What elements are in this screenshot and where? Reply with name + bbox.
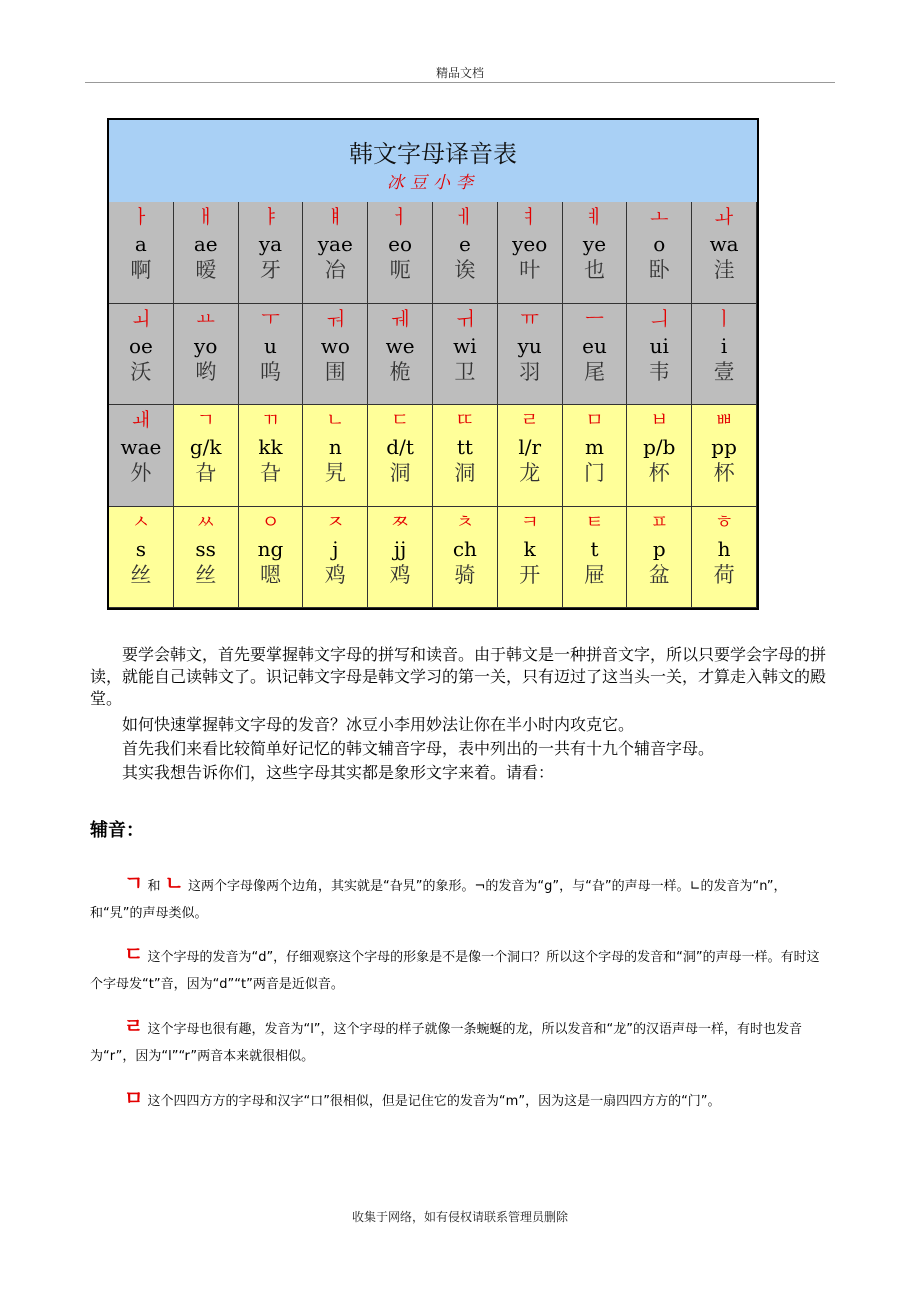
- romanization: p/b: [643, 435, 676, 459]
- jamo-letter: ㅚ: [131, 307, 151, 330]
- alphabet-cell: [627, 507, 692, 609]
- chinese-hint: 嗯: [259, 562, 281, 587]
- consonant-item-1: [90, 870, 830, 927]
- alphabet-cell: [563, 304, 628, 406]
- chinese-hint: 壹: [713, 359, 735, 384]
- jamo-letter: ㅡ: [585, 307, 604, 330]
- chinese-hint: 鸡: [389, 562, 411, 587]
- item-3-text: 这个字母也很有趣，发音为“l”，这个字母的样子就像一条蜿蜒的龙，所以发音和“龙”的汉语声母一样，有时也发音为“r”，因为“l”“r”两音本来就很相似。: [90, 1022, 803, 1064]
- jamo-letter: ㅔ: [455, 206, 475, 228]
- jamo-letter: ㅌ: [585, 510, 604, 533]
- romanization: wi: [453, 333, 477, 358]
- chinese-hint: 沃: [130, 359, 152, 384]
- chinese-hint: 卫: [454, 359, 476, 384]
- romanization: yu: [517, 333, 542, 358]
- jamo-letter: ㄴ: [326, 409, 345, 431]
- jamo-letter: ㄷ: [390, 409, 410, 431]
- romanization: ui: [649, 333, 669, 358]
- alphabet-cell: [368, 304, 433, 406]
- jamo-letter: ㅈ: [326, 510, 345, 533]
- alphabet-cell: [433, 304, 498, 406]
- chinese-hint: 洞: [454, 461, 476, 485]
- romanization: l/r: [518, 435, 542, 459]
- header-divider: [85, 82, 835, 83]
- jamo-letter: ㅊ: [455, 510, 475, 533]
- romanization: we: [385, 333, 415, 358]
- chinese-hint: 龙: [519, 461, 541, 485]
- alphabet-cell: [627, 405, 692, 507]
- section-title: 辅音：: [90, 820, 144, 841]
- alphabet-cell: [368, 405, 433, 507]
- jamo-letter: ㅞ: [390, 307, 410, 330]
- chinese-hint: 呜: [259, 359, 281, 384]
- romanization: s: [135, 536, 147, 561]
- consonant-item-4: [90, 1085, 830, 1115]
- romanization: u: [264, 333, 277, 358]
- romanization: eo: [388, 232, 413, 256]
- romanization: a: [134, 232, 147, 256]
- chinese-hint: 围: [324, 359, 346, 384]
- jamo-letter: ㅂ: [650, 409, 669, 431]
- glyph-rieul: ㄹ: [124, 1014, 144, 1038]
- jamo-letter: ㅣ: [714, 307, 734, 330]
- romanization: m: [585, 435, 604, 459]
- glyph-giyeok: ㄱ: [124, 871, 144, 895]
- consonant-item-2: [90, 941, 830, 998]
- alphabet-cell: [303, 507, 368, 609]
- paragraph-2: 如何快速掌握韩文字母的发音？冰豆小李用妙法让你在半小时内攻克它。: [90, 715, 635, 734]
- alphabet-cell: [627, 202, 692, 304]
- jamo-letter: ㄹ: [520, 409, 539, 431]
- alphabet-cell: [433, 202, 498, 304]
- romanization: yeo: [512, 232, 548, 256]
- jamo-letter: ㅘ: [714, 206, 734, 228]
- chinese-hint: 啊: [130, 258, 152, 282]
- jamo-letter: ㅅ: [131, 510, 151, 533]
- alphabet-cell: [692, 507, 757, 609]
- alphabet-cell: [563, 405, 628, 507]
- romanization: t: [590, 536, 599, 561]
- chinese-hint: 洼: [713, 258, 735, 282]
- alphabet-cell: [109, 507, 174, 609]
- alphabet-cell: [239, 405, 304, 507]
- chinese-hint: 哟: [195, 359, 217, 384]
- romanization: n: [328, 435, 342, 459]
- jamo-letter: ㅍ: [650, 510, 669, 533]
- jamo-letter: ㅙ: [131, 409, 151, 431]
- jamo-letter: ㅠ: [520, 307, 539, 330]
- romanization: ss: [195, 536, 216, 561]
- jamo-letter: ㅟ: [455, 307, 475, 330]
- alphabet-cell: [109, 405, 174, 507]
- item-1-mid: 和: [143, 879, 165, 894]
- chinese-hint: 也: [583, 258, 605, 282]
- jamo-letter: ㄸ: [455, 409, 475, 431]
- jamo-letter: ㅓ: [390, 206, 410, 228]
- romanization: i: [720, 333, 728, 358]
- chinese-hint: 呃: [389, 258, 411, 282]
- alphabet-cell: [498, 304, 563, 406]
- glyph-digeut: ㄷ: [124, 942, 144, 966]
- romanization: g/k: [189, 435, 222, 459]
- romanization: pp: [711, 435, 737, 459]
- chinese-hint: 荷: [713, 562, 735, 587]
- romanization: kk: [258, 435, 283, 459]
- romanization: yo: [194, 333, 218, 358]
- romanization: ya: [258, 232, 283, 256]
- chart-header: [109, 120, 757, 204]
- chinese-hint: 叶: [519, 258, 541, 282]
- jamo-letter: ㅖ: [585, 206, 604, 228]
- romanization: yae: [317, 232, 353, 256]
- chinese-hint: 屉: [583, 562, 605, 587]
- jamo-letter: ㅏ: [131, 206, 151, 228]
- alphabet-cell: [174, 405, 239, 507]
- jamo-letter: ㅃ: [714, 409, 734, 431]
- alphabet-cell: [498, 202, 563, 304]
- romanization: ng: [257, 536, 284, 561]
- page-header: 精品文档: [435, 66, 484, 80]
- alphabet-cell: [563, 507, 628, 609]
- alphabet-cell: [692, 304, 757, 406]
- romanization: k: [523, 536, 536, 561]
- romanization: p: [652, 536, 666, 561]
- chinese-hint: 开: [519, 562, 541, 587]
- romanization: jj: [393, 536, 407, 561]
- alphabet-grid: [109, 202, 757, 608]
- jamo-letter: ㅐ: [196, 206, 215, 228]
- jamo-letter: ㅁ: [585, 409, 604, 431]
- romanization: eu: [582, 333, 607, 358]
- romanization: wae: [120, 435, 162, 459]
- jamo-letter: ㅑ: [261, 206, 280, 228]
- jamo-letter: ㄲ: [261, 409, 280, 431]
- chinese-hint: 暧: [195, 258, 217, 282]
- chinese-hint: 牙: [259, 258, 281, 282]
- chinese-hint: 骑: [454, 562, 476, 587]
- paragraph-3: 首先我们来看比较简单好记忆的韩文辅音字母，表中列出的一共有十九个辅音字母。: [90, 739, 715, 758]
- alphabet-cell: [109, 202, 174, 304]
- alphabet-cell: [692, 405, 757, 507]
- alphabet-cell: [498, 507, 563, 609]
- alphabet-cell: [174, 202, 239, 304]
- chart-title: 韩文字母译音表: [349, 140, 517, 168]
- romanization: o: [653, 232, 666, 256]
- alphabet-cell: [109, 304, 174, 406]
- chinese-hint: 门: [583, 461, 605, 485]
- alphabet-cell: [174, 304, 239, 406]
- alphabet-cell: [368, 507, 433, 609]
- item-2-text: 这个字母的发音为“d”，仔细观察这个字母的形象是不是像一个洞口？所以这个字母的发音和“洞”的声母一样。有时这个字母发“t”音，因为“d”“t”两音是近似音。: [90, 950, 820, 992]
- alphabet-cell: [692, 202, 757, 304]
- romanization: wa: [709, 232, 739, 256]
- glyph-nieun: ㄴ: [164, 871, 184, 895]
- chinese-hint: 韦: [648, 359, 670, 384]
- jamo-letter: ㅆ: [196, 510, 215, 533]
- alphabet-cell: [498, 405, 563, 507]
- romanization: j: [332, 536, 339, 561]
- chinese-hint: 盆: [648, 562, 670, 587]
- chinese-hint: 丝: [130, 562, 152, 587]
- alphabet-cell: [239, 304, 304, 406]
- chinese-hint: 杯: [648, 461, 670, 485]
- jamo-letter: ㅉ: [390, 510, 410, 533]
- alphabet-cell: [303, 202, 368, 304]
- alphabet-cell: [563, 202, 628, 304]
- jamo-letter: ㅛ: [196, 307, 215, 330]
- chinese-hint: 旯: [324, 461, 346, 485]
- alphabet-cell: [433, 405, 498, 507]
- chinese-hint: 旮: [195, 461, 217, 485]
- jamo-letter: ㅗ: [650, 206, 669, 228]
- page-footer: 收集于网络，如有侵权请联系管理员删除: [351, 1210, 568, 1224]
- chinese-hint: 外: [130, 461, 152, 485]
- chinese-hint: 诶: [454, 258, 476, 282]
- alphabet-cell: [303, 405, 368, 507]
- chinese-hint: 羽: [519, 359, 541, 384]
- intro-paragraph: 要学会韩文，首先要掌握韩文字母的拼写和读音。由于韩文是一种拼音文字，所以只要学会字母的拼读，就能自己读韩文了。识记韩文字母是韩文学习的第一关，只有迈过了这当头一关，才算走入韩文的殿堂。: [90, 645, 827, 708]
- jamo-letter: ㅝ: [326, 307, 345, 330]
- chinese-hint: 杯: [713, 461, 735, 485]
- romanization: tt: [456, 435, 473, 459]
- jamo-letter: ㅇ: [261, 510, 280, 533]
- alphabet-cell: [368, 202, 433, 304]
- jamo-letter: ㅎ: [714, 510, 734, 533]
- chinese-hint: 鸡: [324, 562, 346, 587]
- paragraph-4: 其实我想告诉你们，这些字母其实都是象形文字来着。请看：: [90, 763, 555, 782]
- alphabet-cell: [627, 304, 692, 406]
- chinese-hint: 冶: [324, 258, 346, 282]
- romanization: d/t: [386, 435, 414, 459]
- glyph-mieum: ㅁ: [124, 1086, 144, 1110]
- item-4-text: 这个四四方方的字母和汉字“口”很相似，但是记住它的发音为“m”，因为这是一扇四四方方的“门”。: [143, 1094, 721, 1109]
- chinese-hint: 旮: [259, 461, 281, 485]
- romanization: ch: [452, 536, 477, 561]
- chinese-hint: 尾: [583, 359, 605, 384]
- jamo-letter: ㅒ: [326, 206, 345, 228]
- romanization: wo: [320, 333, 350, 358]
- jamo-letter: ㅋ: [520, 510, 539, 533]
- alphabet-cell: [303, 304, 368, 406]
- alphabet-cell: [239, 202, 304, 304]
- romanization: oe: [128, 333, 153, 358]
- jamo-letter: ㅜ: [261, 307, 280, 330]
- chinese-hint: 桅: [389, 359, 411, 384]
- alphabet-cell: [433, 507, 498, 609]
- jamo-letter: ㄱ: [196, 409, 215, 431]
- alphabet-cell: [174, 507, 239, 609]
- chinese-hint: 卧: [648, 258, 670, 282]
- item-1-text: 这两个字母像两个边角，其实就是“旮旯”的象形。¬的发音为“g”，与“旮”的声母一样。∟的发音为“n”，和“旯”的声母类似。: [90, 879, 787, 921]
- chinese-hint: 洞: [389, 461, 411, 485]
- romanization: e: [458, 232, 471, 256]
- jamo-letter: ㅕ: [520, 206, 539, 228]
- consonant-item-3: [90, 1013, 830, 1070]
- romanization: ae: [193, 232, 218, 256]
- alphabet-chart: [107, 118, 759, 610]
- alphabet-cell: [239, 507, 304, 609]
- jamo-letter: ㅢ: [650, 307, 669, 330]
- chart-signature: 冰豆小李: [387, 173, 479, 193]
- romanization: ye: [582, 232, 607, 256]
- romanization: h: [717, 536, 731, 561]
- chinese-hint: 丝: [195, 562, 217, 587]
